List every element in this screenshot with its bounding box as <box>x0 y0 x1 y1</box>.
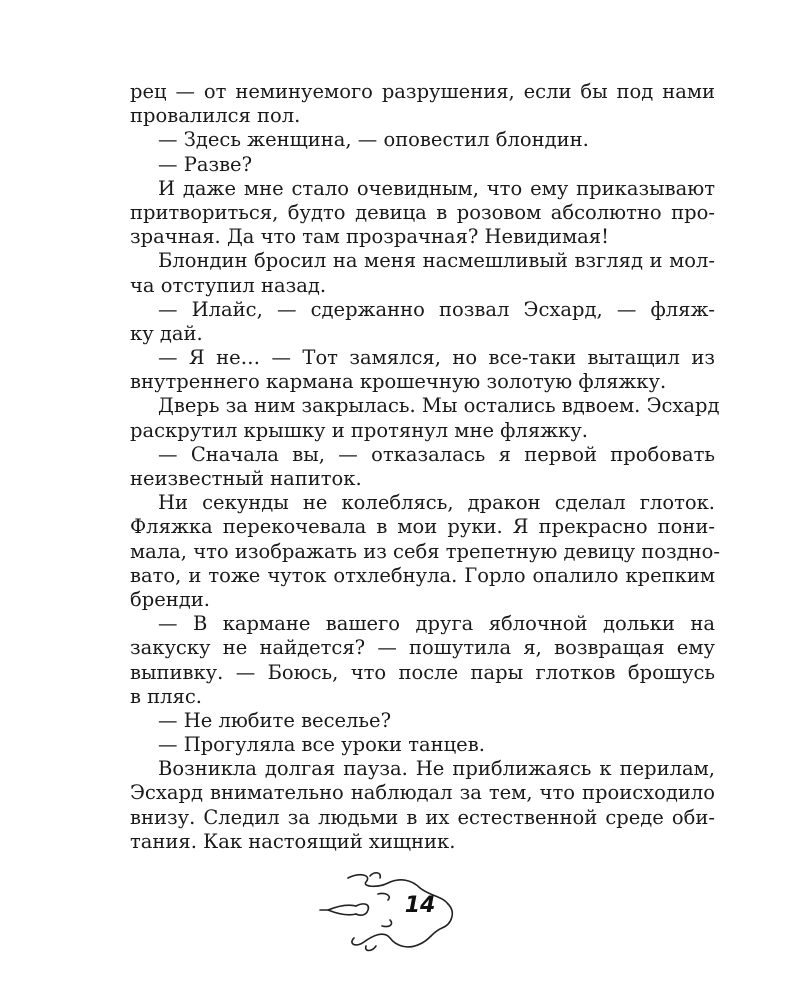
text-line: внутреннего кармана крошечную золотую фляжку. <box>130 370 667 394</box>
text-line: Ни секунды не колеблясь, дракон сделал глоток. <box>158 491 715 515</box>
text-line: Блондин бросил на меня насмешливый взгляд и мол- <box>158 249 715 273</box>
text-line: рец — от неминуемого разрушения, если бы под нами <box>130 80 715 103</box>
text-line: внизу. Следил за людьми в их естественной среде оби- <box>130 805 715 829</box>
page-number: 14 <box>404 893 436 918</box>
text-line: Дверь за ним закрылась. Мы остались вдвоем. Эсхард <box>158 394 720 418</box>
body-text <box>130 80 720 854</box>
text-line: — В кармане вашего друга яблочной дольки на <box>158 612 715 636</box>
text-line: тания. Как настоящий хищник. <box>130 829 456 853</box>
text-line: Возникла долгая пауза. Не приближаясь к перилам, <box>158 757 715 781</box>
smoke-swirl-icon <box>308 866 468 956</box>
text-line: вато, и тоже чуток отхлебнула. Горло опалило крепким <box>130 563 715 587</box>
text-line: — Здесь женщина, — оповестил блондин. <box>158 128 589 152</box>
text-line: Фляжка перекочевала в мои руки. Я прекрасно пони- <box>130 515 715 539</box>
text-line: бренди. <box>130 587 210 611</box>
text-line: — Разве? <box>158 152 253 176</box>
text-line: закуску не найдется? — пошутила я, возвращая ему <box>130 636 715 660</box>
text-line: в пляс. <box>130 684 202 708</box>
text-line: ку дай. <box>130 321 203 345</box>
text-line: провалился пол. <box>130 104 301 128</box>
text-line: выпивку. — Боюсь, что после пары глотков брошусь <box>130 660 715 684</box>
text-line: раскрутил крышку и протянул мне фляжку. <box>130 418 588 442</box>
text-line: мала, что изображать из себя трепетную девицу поздно- <box>130 539 720 563</box>
text-line: притвориться, будто девица в розовом абсолютно про- <box>130 200 715 224</box>
text-line: И даже мне стало очевидным, что ему приказывают <box>158 176 715 200</box>
text-line: зрачная. Да что там прозрачная? Невидимая! <box>130 225 609 249</box>
text-line: — Не любите веселье? <box>158 708 392 732</box>
text-line: — Илайс, — сдержанно позвал Эсхард, — фляж- <box>158 297 715 321</box>
text-line: — Прогуляла все уроки танцев. <box>158 733 485 757</box>
page-number-ornament <box>308 866 468 956</box>
text-line: ча отступил назад. <box>130 273 327 297</box>
text-line: неизвестный напиток. <box>130 467 362 490</box>
text-line: — Сначала вы, — отказалась я первой пробовать <box>158 442 715 466</box>
text-line: Эсхард внимательно наблюдал за тем, что происходило <box>130 781 715 805</box>
text-line: — Я не… — Тот замялся, но все-таки вытащил из <box>158 346 715 370</box>
